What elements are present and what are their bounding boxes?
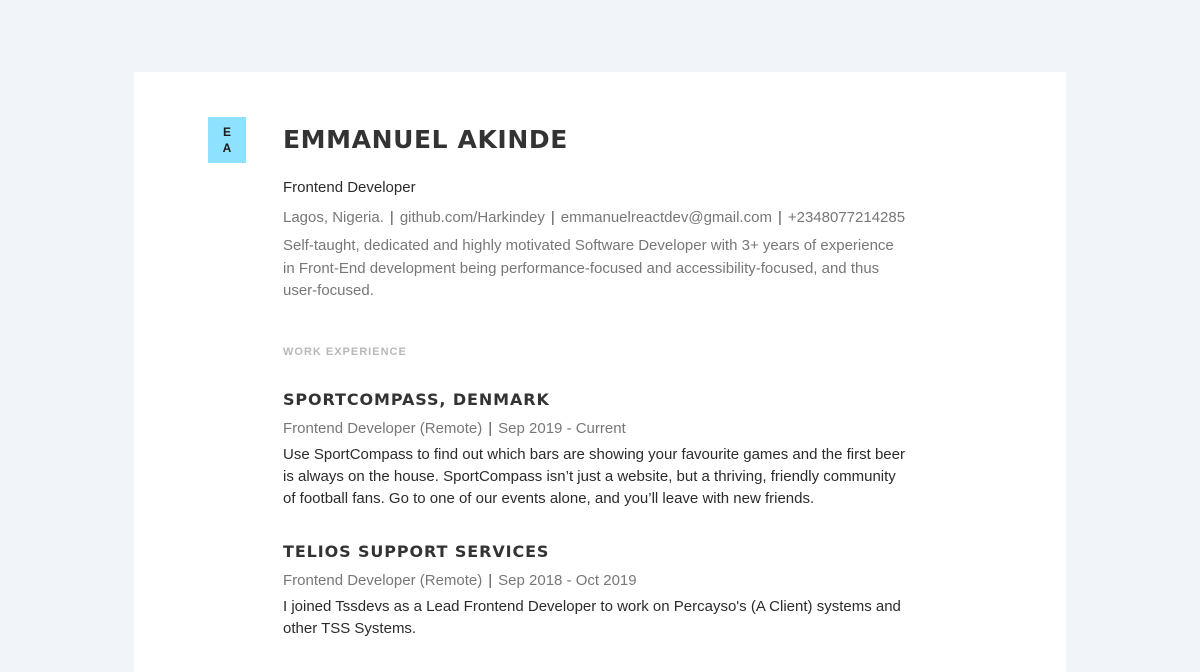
job-entry xyxy=(283,541,908,640)
candidate-name: EMMANUEL AKINDE xyxy=(283,125,568,154)
job-meta xyxy=(283,420,908,438)
job-entry xyxy=(283,389,908,510)
meta-separator: | xyxy=(488,420,493,437)
meta-separator: | xyxy=(488,572,493,589)
email-link[interactable]: emmanuelreactdev@gmail.com xyxy=(560,209,772,226)
job-title: Frontend Developer (Remote) xyxy=(283,420,483,437)
company-name: TELIOS SUPPORT SERVICES xyxy=(283,542,550,561)
github-link[interactable]: github.com/Harkindey xyxy=(399,209,545,226)
contact-line xyxy=(283,209,905,226)
job-title: Frontend Developer (Remote) xyxy=(283,572,483,589)
candidate-role: Frontend Developer xyxy=(283,179,416,196)
monogram-second-letter: A xyxy=(222,140,232,155)
contact-separator: | xyxy=(550,209,555,226)
contact-separator: | xyxy=(777,209,782,226)
job-dates: Sep 2018 - Oct 2019 xyxy=(498,572,637,589)
contact-separator: | xyxy=(389,209,394,226)
job-meta xyxy=(283,572,908,590)
job-description: Use SportCompass to find out which bars are showing your favourite games and the first beer is always on the house. SportCompass isn’t just a website, but a thriving, friendly community of football fans. Go to one of our events alone, and you’ll leave with new friends. xyxy=(283,446,905,507)
job-description: I joined Tssdevs as a Lead Frontend Developer to work on Percayso's (A Client) systems and other TSS Systems. xyxy=(283,598,901,637)
phone-link[interactable]: +2348077214285 xyxy=(787,209,906,226)
work-experience-heading: WORK EXPERIENCE xyxy=(283,346,407,358)
company-name: SPORTCOMPASS, DENMARK xyxy=(283,390,550,409)
profile-summary: Self-taught, dedicated and highly motivated Software Developer with 3+ years of experience in Front-End development being performance-focused and accessibility-focused, and thus user-focused. xyxy=(283,237,894,299)
monogram-badge xyxy=(208,117,246,163)
location-text: Lagos, Nigeria. xyxy=(283,209,384,226)
job-dates: Sep 2019 - Current xyxy=(498,420,626,437)
monogram-first-letter: E xyxy=(222,124,231,139)
